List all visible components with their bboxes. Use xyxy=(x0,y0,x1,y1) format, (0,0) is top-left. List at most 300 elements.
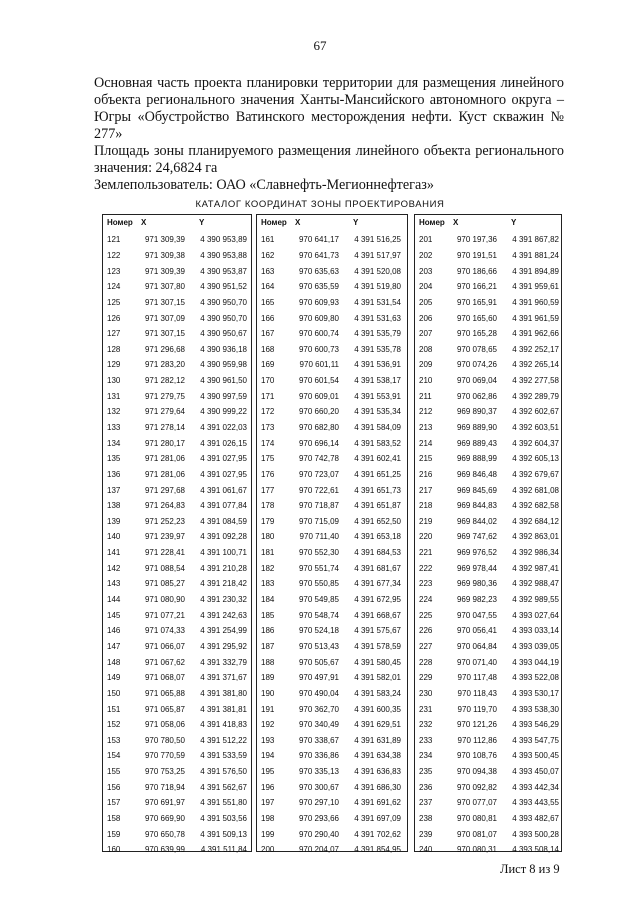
point-number: 239 xyxy=(419,829,433,839)
point-number: 203 xyxy=(419,266,433,276)
table-row xyxy=(103,248,251,264)
table-row xyxy=(103,686,251,702)
coord-x: 971 065,88 xyxy=(144,688,185,698)
coord-y: 4 391 536,91 xyxy=(354,360,401,370)
coord-x: 970 753,25 xyxy=(144,767,185,777)
coord-y: 4 391 961,59 xyxy=(512,313,559,323)
coord-x: 970 641,17 xyxy=(298,235,339,245)
point-number: 162 xyxy=(261,250,275,260)
table-row xyxy=(103,279,251,295)
coord-x: 970 715,09 xyxy=(298,516,339,526)
point-number: 127 xyxy=(107,329,121,339)
coord-y: 4 391 551,80 xyxy=(200,798,247,808)
table-row xyxy=(103,670,251,686)
point-number: 224 xyxy=(419,595,433,605)
coord-x: 970 094,38 xyxy=(456,767,497,777)
table-row xyxy=(103,764,251,780)
coord-x: 969 747,62 xyxy=(456,532,497,542)
coord-y: 4 392 602,67 xyxy=(512,407,559,417)
table-row xyxy=(103,482,251,498)
coord-x: 971 279,64 xyxy=(144,407,185,417)
point-number: 146 xyxy=(107,626,121,636)
table-row xyxy=(415,795,561,811)
coord-y: 4 391 697,09 xyxy=(354,814,401,824)
coord-x: 970 078,65 xyxy=(456,344,497,354)
point-number: 206 xyxy=(419,313,433,323)
table-header xyxy=(103,215,251,229)
point-number: 164 xyxy=(261,282,275,292)
coord-x: 971 282,12 xyxy=(144,376,185,386)
coord-x: 970 300,67 xyxy=(298,782,339,792)
point-number: 130 xyxy=(107,376,121,386)
table-row xyxy=(257,545,407,561)
table-row xyxy=(103,451,251,467)
coord-y: 4 391 100,71 xyxy=(200,548,247,558)
point-number: 184 xyxy=(261,595,275,605)
coord-y: 4 392 863,01 xyxy=(512,532,559,542)
coord-x: 971 309,39 xyxy=(144,266,185,276)
coord-y: 4 391 681,67 xyxy=(354,563,401,573)
table-row xyxy=(257,373,407,389)
coord-y: 4 393 500,28 xyxy=(512,829,559,839)
table-row xyxy=(103,326,251,342)
point-number: 210 xyxy=(419,376,433,386)
coord-x: 971 307,15 xyxy=(144,297,185,307)
point-number: 189 xyxy=(261,673,275,683)
coord-x: 970 112,86 xyxy=(457,735,497,745)
coord-x: 970 609,01 xyxy=(298,391,339,401)
coord-y: 4 391 512,22 xyxy=(200,735,247,745)
point-number: 157 xyxy=(107,798,121,808)
coord-x: 971 297,68 xyxy=(144,485,185,495)
table-row xyxy=(103,623,251,639)
coord-x: 971 239,97 xyxy=(144,532,185,542)
coord-y: 4 393 522,08 xyxy=(512,673,559,683)
coord-y: 4 393 443,55 xyxy=(512,798,559,808)
coord-x: 970 335,13 xyxy=(298,767,339,777)
point-number: 136 xyxy=(107,469,121,479)
coord-x: 970 119,70 xyxy=(457,704,497,714)
point-number: 175 xyxy=(261,454,275,464)
table-row xyxy=(103,467,251,483)
point-number: 181 xyxy=(261,548,275,558)
point-number: 202 xyxy=(419,250,433,260)
coord-y: 4 390 997,59 xyxy=(200,391,247,401)
coord-x: 970 069,04 xyxy=(456,376,497,386)
coord-x: 969 888,99 xyxy=(456,454,497,464)
coord-y: 4 393 442,34 xyxy=(512,782,559,792)
coord-x: 970 524,18 xyxy=(298,626,339,636)
catalog-title: КАТАЛОГ КООРДИНАТ ЗОНЫ ПРОЕКТИРОВАНИЯ xyxy=(195,199,445,210)
point-number: 165 xyxy=(261,297,275,307)
header-y: Y xyxy=(511,217,517,227)
coord-y: 4 393 547,75 xyxy=(512,735,559,745)
coord-x: 970 077,07 xyxy=(456,798,497,808)
coord-x: 970 074,26 xyxy=(456,360,497,370)
table-row xyxy=(415,420,561,436)
coord-x: 969 982,23 xyxy=(456,595,497,605)
point-number: 205 xyxy=(419,297,433,307)
coord-x: 970 669,90 xyxy=(144,814,185,824)
table-row xyxy=(257,654,407,670)
table-row xyxy=(103,779,251,795)
table-row xyxy=(415,404,561,420)
table-row xyxy=(257,341,407,357)
coord-y: 4 390 999,22 xyxy=(200,407,247,417)
point-number: 140 xyxy=(107,532,121,542)
table-row xyxy=(257,779,407,795)
coord-y: 4 391 668,67 xyxy=(354,610,401,620)
coord-x: 970 117,48 xyxy=(457,673,497,683)
coord-y: 4 392 277,58 xyxy=(512,376,559,386)
point-number: 167 xyxy=(261,329,275,339)
coord-y: 4 391 533,59 xyxy=(200,751,247,761)
coord-x: 971 296,68 xyxy=(144,344,185,354)
table-row xyxy=(415,607,561,623)
coord-x: 970 696,14 xyxy=(298,438,339,448)
table-row xyxy=(103,545,251,561)
table-row xyxy=(257,326,407,342)
point-number: 221 xyxy=(419,548,433,558)
coord-y: 4 391 652,50 xyxy=(354,516,401,526)
table-row xyxy=(257,639,407,655)
land-user: Землепользователь: ОАО «Славнефть-Мегионнефтегаз» xyxy=(94,177,434,193)
coord-y: 4 391 854,95 xyxy=(354,845,401,855)
coord-x: 970 660,20 xyxy=(298,407,339,417)
table-row xyxy=(257,607,407,623)
table-row xyxy=(415,514,561,530)
point-number: 171 xyxy=(261,391,275,401)
coord-x: 970 691,97 xyxy=(144,798,185,808)
point-number: 231 xyxy=(419,704,433,714)
table-row xyxy=(103,701,251,717)
point-number: 132 xyxy=(107,407,121,417)
coord-y: 4 391 295,92 xyxy=(200,641,247,651)
table-row xyxy=(257,529,407,545)
coord-y: 4 391 881,24 xyxy=(512,250,559,260)
coord-x: 970 513,43 xyxy=(298,641,339,651)
point-number: 222 xyxy=(419,563,433,573)
coord-y: 4 393 538,30 xyxy=(512,704,559,714)
table-body xyxy=(415,229,561,858)
point-number: 135 xyxy=(107,454,121,464)
coord-y: 4 391 538,17 xyxy=(354,376,401,386)
coord-y: 4 391 531,54 xyxy=(354,297,401,307)
point-number: 233 xyxy=(419,735,433,745)
table-row xyxy=(257,811,407,827)
point-number: 166 xyxy=(261,313,275,323)
point-number: 186 xyxy=(261,626,275,636)
coord-y: 4 391 960,59 xyxy=(512,297,559,307)
coord-x: 970 080,81 xyxy=(456,814,497,824)
coord-x: 970 490,04 xyxy=(298,688,339,698)
coord-y: 4 391 027,95 xyxy=(200,469,247,479)
coord-x: 971 307,09 xyxy=(144,313,185,323)
coord-y: 4 392 987,41 xyxy=(512,563,559,573)
coord-x: 971 280,17 xyxy=(144,438,185,448)
coord-x: 971 085,27 xyxy=(144,579,185,589)
table-row xyxy=(415,717,561,733)
table-row xyxy=(103,592,251,608)
coord-x: 970 165,91 xyxy=(456,297,497,307)
header-number: Номер xyxy=(261,217,287,227)
table-row xyxy=(415,779,561,795)
coord-x: 970 550,85 xyxy=(298,579,339,589)
coord-y: 4 393 500,45 xyxy=(512,751,559,761)
table-row xyxy=(103,811,251,827)
coord-y: 4 391 553,91 xyxy=(354,391,401,401)
table-row xyxy=(415,482,561,498)
coord-y: 4 391 092,28 xyxy=(200,532,247,542)
point-number: 141 xyxy=(107,548,121,558)
point-number: 176 xyxy=(261,469,275,479)
coord-x: 971 281,06 xyxy=(144,454,185,464)
table-row xyxy=(415,529,561,545)
table-row xyxy=(415,357,561,373)
coord-y: 4 391 894,89 xyxy=(512,266,559,276)
point-number: 238 xyxy=(419,814,433,824)
coord-y: 4 392 265,14 xyxy=(512,360,559,370)
table-row xyxy=(415,623,561,639)
coord-y: 4 391 651,73 xyxy=(354,485,401,495)
coord-y: 4 390 953,89 xyxy=(200,235,247,245)
coord-y: 4 390 953,87 xyxy=(200,266,247,276)
table-row xyxy=(257,623,407,639)
coord-y: 4 391 636,83 xyxy=(354,767,401,777)
coord-y: 4 391 686,30 xyxy=(354,782,401,792)
table-row xyxy=(103,748,251,764)
coord-y: 4 393 546,29 xyxy=(512,720,559,730)
coord-y: 4 391 576,50 xyxy=(200,767,247,777)
point-number: 190 xyxy=(261,688,275,698)
coord-y: 4 391 077,84 xyxy=(200,501,247,511)
coord-x: 970 191,51 xyxy=(456,250,497,260)
coord-x: 970 047,55 xyxy=(456,610,497,620)
coord-x: 970 635,63 xyxy=(298,266,339,276)
coordinate-table-3 xyxy=(414,214,562,855)
coord-y: 4 391 230,32 xyxy=(200,595,247,605)
coord-x: 971 283,20 xyxy=(144,360,185,370)
table-row xyxy=(415,451,561,467)
coord-x: 971 068,07 xyxy=(144,673,185,683)
coord-x: 970 601,11 xyxy=(299,360,339,370)
point-number: 240 xyxy=(419,845,433,855)
point-number: 182 xyxy=(261,563,275,573)
table-row xyxy=(257,263,407,279)
table-row xyxy=(257,795,407,811)
coord-y: 4 391 061,67 xyxy=(200,485,247,495)
coord-y: 4 391 242,63 xyxy=(200,610,247,620)
table-row xyxy=(103,420,251,436)
coord-y: 4 392 289,79 xyxy=(512,391,559,401)
point-number: 183 xyxy=(261,579,275,589)
table-row xyxy=(103,639,251,655)
table-row xyxy=(257,357,407,373)
table-row xyxy=(103,404,251,420)
coord-y: 4 390 950,70 xyxy=(200,297,247,307)
table-row xyxy=(257,388,407,404)
point-number: 201 xyxy=(419,235,433,245)
table-row xyxy=(257,420,407,436)
table-row xyxy=(257,248,407,264)
coord-y: 4 391 962,66 xyxy=(512,329,559,339)
coord-y: 4 393 027,64 xyxy=(512,610,559,620)
coord-x: 970 609,93 xyxy=(298,297,339,307)
table-row xyxy=(415,842,561,858)
point-number: 191 xyxy=(261,704,275,714)
coord-y: 4 391 418,83 xyxy=(200,720,247,730)
table-row xyxy=(257,404,407,420)
coord-y: 4 392 989,55 xyxy=(512,595,559,605)
coord-x: 970 362,70 xyxy=(298,704,339,714)
coord-x: 970 186,66 xyxy=(456,266,497,276)
table-row xyxy=(415,639,561,655)
coord-x: 970 293,66 xyxy=(298,814,339,824)
point-number: 139 xyxy=(107,516,121,526)
coord-x: 969 889,43 xyxy=(456,438,497,448)
coord-x: 970 711,40 xyxy=(299,532,339,542)
table-row xyxy=(415,435,561,451)
coord-y: 4 391 651,25 xyxy=(354,469,401,479)
coord-y: 4 393 482,67 xyxy=(512,814,559,824)
coord-x: 970 552,30 xyxy=(298,548,339,558)
table-row xyxy=(103,357,251,373)
coord-x: 970 718,87 xyxy=(298,501,339,511)
point-number: 214 xyxy=(419,438,433,448)
table-row xyxy=(415,576,561,592)
header-x: X xyxy=(141,217,147,227)
coord-x: 971 065,87 xyxy=(144,704,185,714)
point-number: 198 xyxy=(261,814,275,824)
point-number: 154 xyxy=(107,751,121,761)
table-row xyxy=(415,701,561,717)
coord-y: 4 391 583,52 xyxy=(354,438,401,448)
point-number: 172 xyxy=(261,407,275,417)
table-row xyxy=(415,592,561,608)
coord-y: 4 390 959,98 xyxy=(200,360,247,370)
table-row xyxy=(257,748,407,764)
table-row xyxy=(415,295,561,311)
point-number: 220 xyxy=(419,532,433,542)
coord-y: 4 391 578,59 xyxy=(354,641,401,651)
point-number: 160 xyxy=(107,845,121,855)
point-number: 142 xyxy=(107,563,121,573)
table-row xyxy=(103,560,251,576)
coord-y: 4 393 530,17 xyxy=(512,688,559,698)
coord-x: 970 081,07 xyxy=(456,829,497,839)
table-row xyxy=(257,576,407,592)
coord-x: 970 062,86 xyxy=(456,391,497,401)
coord-y: 4 391 026,15 xyxy=(200,438,247,448)
coord-y: 4 391 531,63 xyxy=(354,313,401,323)
point-number: 185 xyxy=(261,610,275,620)
table-row xyxy=(257,310,407,326)
point-number: 159 xyxy=(107,829,121,839)
coord-y: 4 391 503,56 xyxy=(200,814,247,824)
point-number: 227 xyxy=(419,641,433,651)
point-number: 122 xyxy=(107,250,121,260)
header-x: X xyxy=(453,217,459,227)
coord-x: 970 297,10 xyxy=(298,798,339,808)
table-row xyxy=(257,467,407,483)
point-number: 169 xyxy=(261,360,275,370)
coord-y: 4 392 679,67 xyxy=(512,469,559,479)
point-number: 174 xyxy=(261,438,275,448)
point-number: 155 xyxy=(107,767,121,777)
table-row xyxy=(257,686,407,702)
table-row xyxy=(415,279,561,295)
coord-x: 970 108,76 xyxy=(456,751,497,761)
table-row xyxy=(103,373,251,389)
coord-y: 4 391 381,81 xyxy=(200,704,247,714)
point-number: 209 xyxy=(419,360,433,370)
coord-x: 971 077,21 xyxy=(144,610,185,620)
point-number: 228 xyxy=(419,657,433,667)
table-row xyxy=(415,341,561,357)
table-body xyxy=(257,229,407,858)
coord-x: 971 058,06 xyxy=(144,720,185,730)
coord-x: 969 844,83 xyxy=(456,501,497,511)
coord-y: 4 391 582,01 xyxy=(354,673,401,683)
coord-x: 971 067,62 xyxy=(144,657,185,667)
table-row xyxy=(415,560,561,576)
table-row xyxy=(103,576,251,592)
coord-x: 970 166,21 xyxy=(456,282,497,292)
coord-y: 4 390 950,67 xyxy=(200,329,247,339)
point-number: 163 xyxy=(261,266,275,276)
coord-x: 970 682,80 xyxy=(298,423,339,432)
intro-text xyxy=(94,75,564,194)
table-row xyxy=(257,435,407,451)
point-number: 143 xyxy=(107,579,121,589)
table-row xyxy=(103,295,251,311)
coord-x: 971 066,07 xyxy=(144,641,185,651)
point-number: 218 xyxy=(419,501,433,511)
coord-x: 970 718,94 xyxy=(144,782,185,792)
coord-y: 4 391 218,42 xyxy=(200,579,247,589)
coord-x: 970 639,99 xyxy=(144,845,185,855)
coord-x: 970 165,60 xyxy=(456,313,497,323)
table-row xyxy=(415,826,561,842)
coord-x: 970 505,67 xyxy=(298,657,339,667)
point-number: 170 xyxy=(261,376,275,386)
table-row xyxy=(257,826,407,842)
coord-x: 970 071,40 xyxy=(456,657,497,667)
coord-y: 4 391 600,35 xyxy=(354,704,401,714)
point-number: 215 xyxy=(419,454,433,464)
table-row xyxy=(415,232,561,248)
point-number: 199 xyxy=(261,829,275,839)
table-row xyxy=(103,607,251,623)
coord-x: 970 609,80 xyxy=(298,313,339,323)
point-number: 226 xyxy=(419,626,433,636)
table-row xyxy=(257,279,407,295)
coordinate-table-1 xyxy=(102,214,252,855)
table-row xyxy=(103,341,251,357)
point-number: 134 xyxy=(107,438,121,448)
table-row xyxy=(257,482,407,498)
point-number: 196 xyxy=(261,782,275,792)
point-number: 212 xyxy=(419,407,433,417)
coord-x: 970 600,73 xyxy=(298,344,339,354)
coord-y: 4 392 605,13 xyxy=(512,454,559,464)
coord-y: 4 390 936,18 xyxy=(200,344,247,354)
coord-x: 971 281,06 xyxy=(144,469,185,479)
coord-x: 971 264,83 xyxy=(144,501,185,511)
coord-x: 970 722,61 xyxy=(298,485,339,495)
coord-y: 4 391 575,67 xyxy=(354,626,401,636)
coord-x: 970 092,82 xyxy=(456,782,497,792)
